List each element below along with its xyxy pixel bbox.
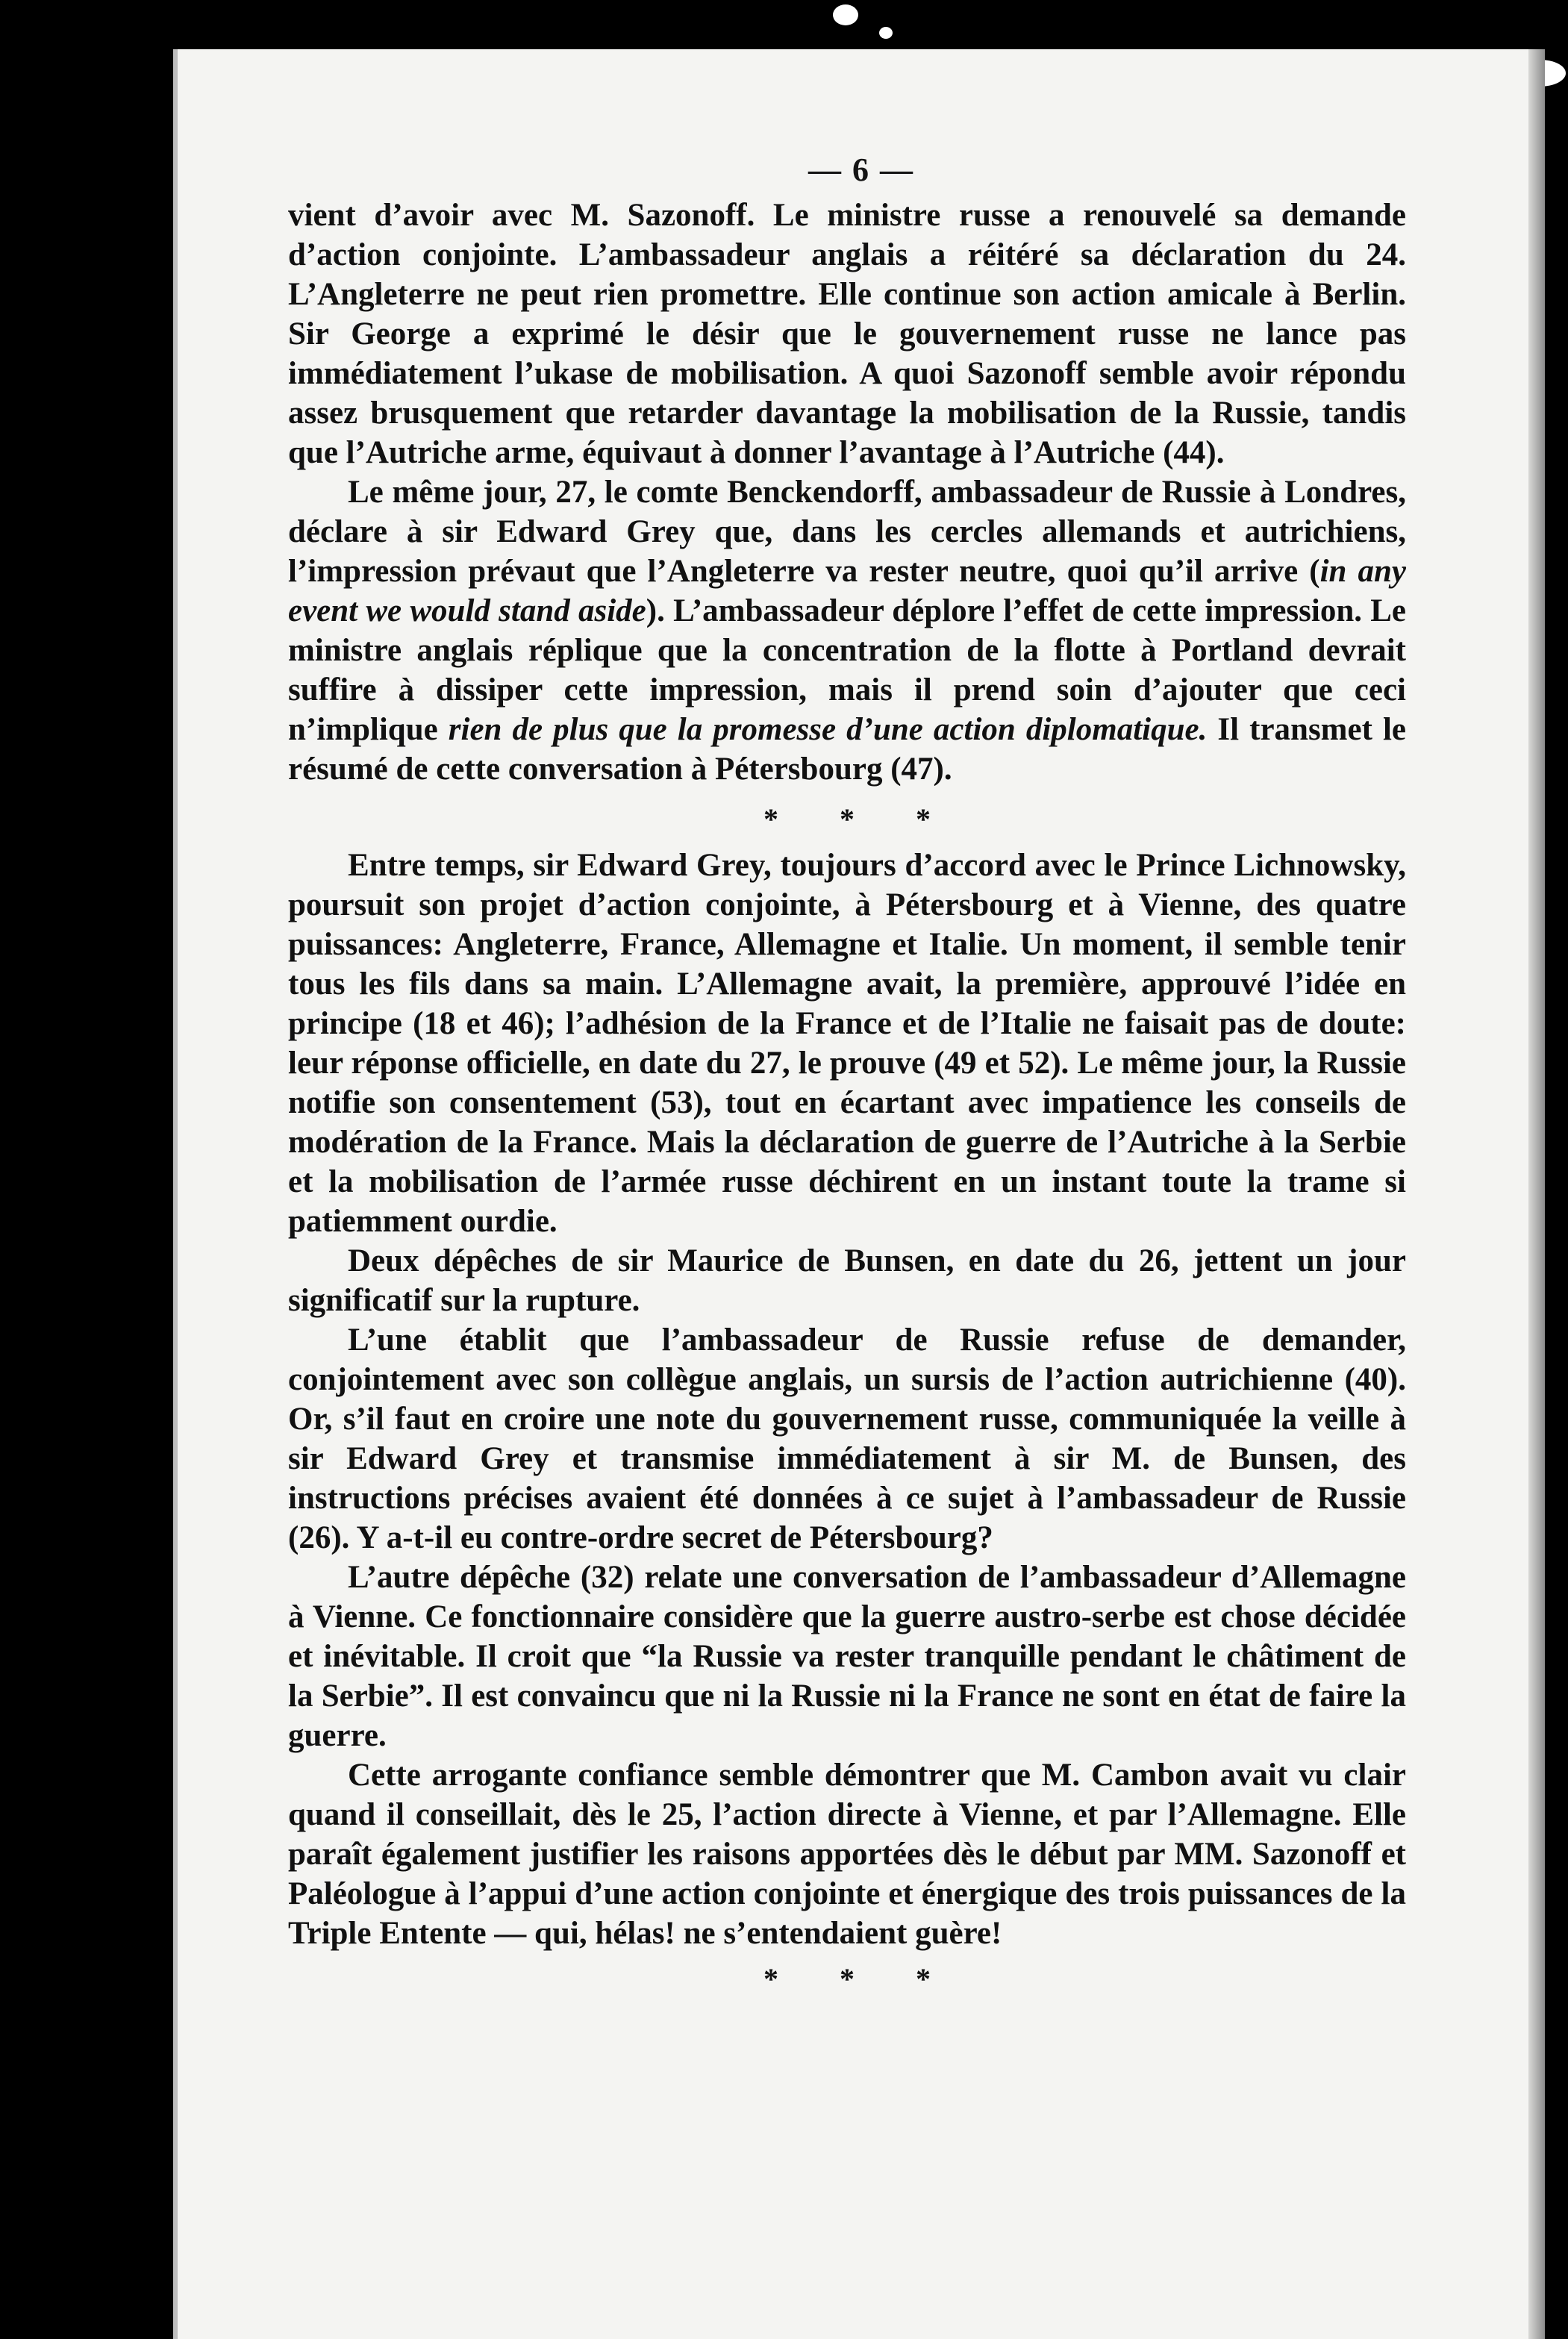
paragraph (288, 472, 1406, 789)
page-edge-shadow (1528, 49, 1545, 2339)
text-run: Le même jour, 27, le comte Benckendorff, ambassadeur de Russie à Londres, déclare à sir Edward Grey que, dans les cercles allemands et autrichiens, l’impression prévaut que l’Angleterre va rester neutre, quoi qu’il arrive ( (288, 475, 1406, 589)
body-text (288, 196, 1406, 2005)
text-run: Il transmet le résumé de cette conversation à Pétersbourg (47). (288, 712, 1406, 787)
paragraph (288, 196, 1406, 472)
paragraph (288, 846, 1406, 1241)
text-run: Deux dépêches de sir Maurice de Bunsen, en date du 26, jettent un jour significatif sur la rupture. (288, 1243, 1406, 1318)
text-run: ). L’ambassadeur déplore l’effet de cette impression. Le ministre anglais réplique que la concentration de la flotte à Portland devrait suffire à dissiper cette impression, mais il prend soin d’ajouter que ceci n’implique (288, 593, 1406, 747)
scan-speck (879, 27, 893, 39)
text-run: vient d’avoir avec M. Sazonoff. Le ministre russe a renouvelé sa demande d’action conjointe. L’ambassadeur anglais a réitéré sa déclaration du 24. L’Angleterre ne peut rien promettre. Elle continue son action amicale à Berlin. Sir George a exprimé le désir que le gouvernement russe ne lance pas immédiatement l’ukase de mobilisation. A quoi Sazonoff semble avoir répondu assez brusquement que retarder davantage la mobilisation de la Russie, tandis que l’Autriche arme, équivaut à donner l’avantage à l’Autriche (44). (288, 198, 1406, 470)
scan-speck (833, 4, 858, 25)
document-page (173, 49, 1545, 2339)
text-run: Cette arrogante confiance semble démontrer que M. Cambon avait vu clair quand il conseillait, dès le 25, l’action directe à Vienne, et par l’Allemagne. Elle paraît également justifier les raisons apportées dès le début par MM. Sazonoff et Paléologue à l’appui d’une action conjointe et énergique des trois puissances de la Triple Entente — qui, hélas! ne s’entendaient guère! (288, 1758, 1406, 1951)
italic-run: in any event we would stand aside (288, 554, 1406, 628)
paragraph (288, 1558, 1406, 1755)
section-separator: * * * (763, 802, 958, 836)
paragraph (288, 1755, 1406, 1953)
italic-run: rien de plus que la promesse d’une action diplomatique. (448, 712, 1208, 747)
paragraph (288, 1320, 1406, 1558)
page-number: — 6 — (808, 152, 914, 188)
paragraph (288, 1241, 1406, 1320)
section-separator: * * * (763, 1962, 958, 1996)
text-run: L’autre dépêche (32) relate une conversation de l’ambassadeur d’Allemagne à Vienne. Ce fonctionnaire considère que la guerre austro-serbe est chose décidée et inévitable. Il croit que “la Russie va rester tranquille pendant le châtiment de la Serbie”. Il est convaincu que ni la Russie ni la France ne sont en état de faire la guerre. (288, 1560, 1406, 1753)
text-run: Entre temps, sir Edward Grey, toujours d’accord avec le Prince Lichnowsky, poursuit son projet d’action conjointe, à Pétersbourg et à Vienne, des quatre puissances: Angleterre, France, Allemagne et Italie. Un moment, il semble tenir tous les fils dans sa main. L’Allemagne avait, la première, approuvé l’idée en principe (18 et 46); l’adhésion de la France et de l’Italie ne faisait pas de doute: leur réponse officielle, en date du 27, le prouve (49 et 52). Le même jour, la Russie notifie son consentement (53), tout en écartant avec impatience les conseils de modération de la France. Mais la déclaration de guerre de l’Autriche à la Serbie et la mobilisation de l’armée russe déchirent en un instant toute la trame si patiemment ourdie. (288, 848, 1406, 1239)
text-run: L’une établit que l’ambassadeur de Russie refuse de demander, conjointement avec son collègue anglais, un sursis de l’action autrichienne (40). Or, s’il faut en croire une note du gouvernement russe, communiquée la veille à sir Edward Grey et transmise immédiatement à sir M. de Bunsen, des instructions précises avaient été données à ce sujet à l’ambassadeur de Russie (26). Y a-t-il eu contre-ordre secret de Pétersbourg? (288, 1322, 1406, 1555)
